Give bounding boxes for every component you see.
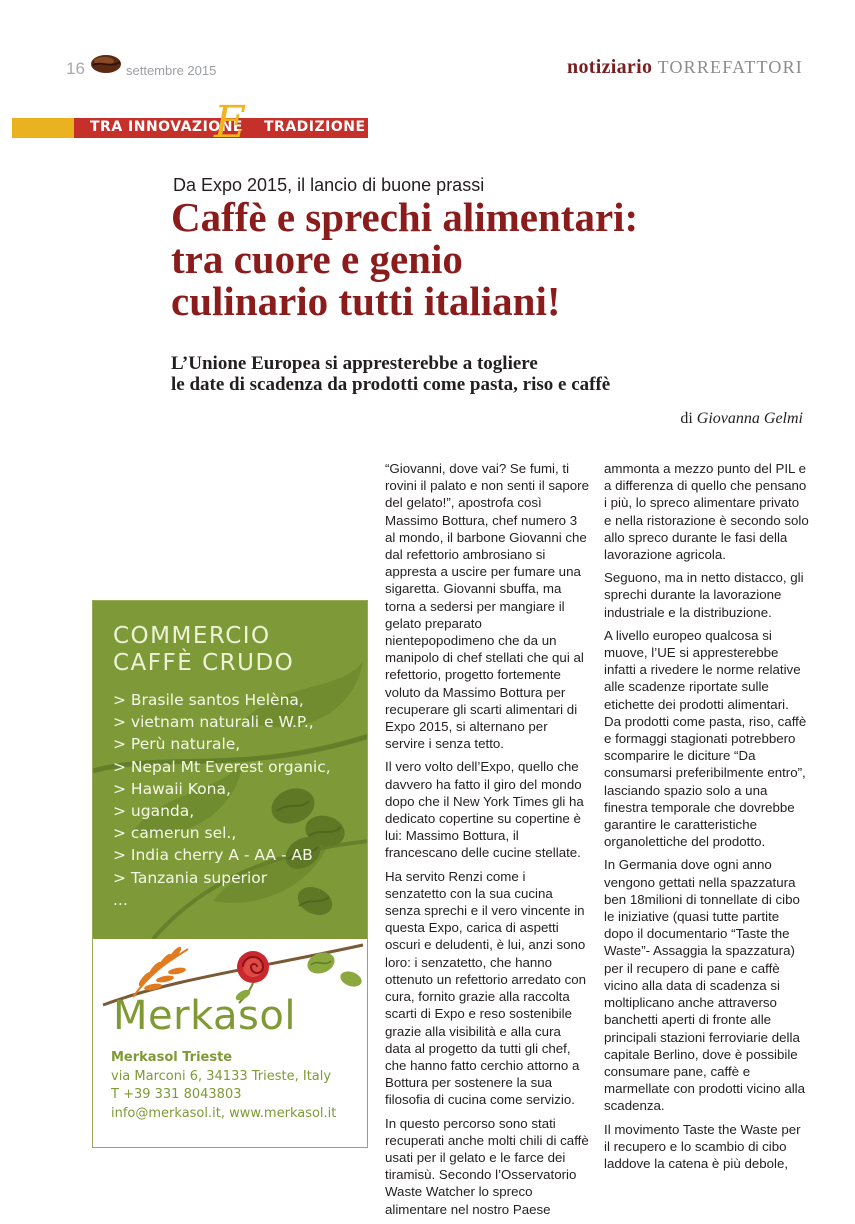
headline-line: culinario tutti italiani! (171, 278, 561, 324)
paragraph: In Germania dove ogni anno vengono gettati nella spazzatura ben 18milioni di tonnellate di cibo le iniziative (quasi tutte partite dopo il documentario “Taste the Waste”- Assaggia la spazzatura) per il recupero di pane e caffè vicino alla data di scadenza si moltiplicano anche attraverso banchetti aperti di fronte alle principali stazioni ferroviarie della capitale Berlino, dove è possibile consumare pane, caffè e marmellate con prodotti vicino alla scadenza. (604, 857, 806, 1114)
list-item: > uganda, (113, 802, 195, 821)
coffee-bean-icon (90, 52, 122, 74)
masthead-notiziario: notiziario (567, 56, 653, 78)
section-banner (12, 118, 368, 138)
article-subhead (171, 353, 811, 395)
ad-title-line: CAFFÈ CRUDO (113, 650, 295, 676)
ad-contacts (111, 1049, 336, 1123)
list-item: > India cherry A - AA - AB (113, 846, 313, 865)
paragraph: A livello europeo qualcosa si muove, l’UE si appresterebbe infatti a rivedere le norme relative alle scadenze riportate sulle etichette dei prodotti alimentari. Da prodotti come pasta, riso, caffè e formaggi stagionati potrebbero scomparire le diciture “Da consumarsi preferibilmente entro”, lasciando spazio solo a una finestra temporale che dovrebbe garantire le caratteristiche organolettiche del prodotto. (604, 627, 807, 850)
list-item: > Nepal Mt Everest organic, (113, 757, 331, 776)
headline-line: Caffè e sprechi alimentari: (171, 194, 639, 240)
list-item: ... (113, 890, 128, 909)
ad-green-panel (93, 601, 367, 939)
subhead-line: le date di scadenza da prodotti come pasta, riso e caffè (171, 374, 611, 395)
ad-title-line: COMMERCIO (113, 623, 271, 649)
list-item: > Hawaii Kona, (113, 779, 231, 798)
byline (680, 410, 803, 428)
list-item: > Tanzania superior (113, 868, 268, 887)
paragraph: In questo percorso sono stati recuperati anche molti chili di caffè usati per il gelato e le farce dei tiramisù. Secondo l’Osservatorio Waste Watcher lo spreco alimentare nel nostro Paese (385, 1115, 589, 1217)
article-column-2 (604, 460, 809, 1178)
paragraph: ammonta a mezzo punto del PIL e a differenza di quello che pensano i più, lo spreco alimentare privato e nella ristorazione è secondo solo allo spreco durante le fasi della lavorazione agricola. (604, 461, 809, 563)
masthead (567, 56, 803, 79)
paragraph: Il vero volto dell’Expo, quello che davvero ha fatto il giro del mondo dopo che il New York Times gli ha dedicato copertine su copertine è lui: Massimo Bottura, il francescano delle cucine stellate. (385, 759, 584, 861)
section-e-glyph: E (214, 97, 247, 148)
ad-organization: Merkasol Trieste (111, 1050, 233, 1065)
ad-white-panel (93, 939, 367, 1148)
author-name: Giovanna Gelmi (696, 410, 803, 427)
ad-brand-name: Merkasol (113, 993, 296, 1039)
ad-title (113, 623, 294, 677)
issue-date: settembre 2015 (126, 63, 217, 78)
paragraph: Seguono, ma in netto distacco, gli sprechi durante la lavorazione industriale e la distribuzione. (604, 570, 804, 620)
article-kicker: Da Expo 2015, il lancio di buone prassi (173, 175, 485, 195)
article-column-1 (385, 460, 590, 1224)
section-label-tradizione: TRADIZIONE (264, 119, 366, 135)
headline-line: tra cuore e genio (171, 236, 463, 282)
masthead-torrefattori: TORREFATTORI (657, 57, 803, 77)
ad-address: via Marconi 6, 34133 Trieste, Italy (111, 1068, 332, 1084)
byline-prefix: di (680, 410, 693, 427)
page-number: 16 (66, 59, 85, 78)
banner-accent (12, 118, 74, 138)
paragraph: “Giovanni, dove vai? Se fumi, ti rovini il palato e non senti il sapore del gelato!”, apostrofa così Massimo Bottura, chef numero 3 al mondo, il barbone Giovanni che dal refettorio ambrosiano si appresta a uscire per fumare una sigaretta. Giovanni sbuffa, ma torna a sedersi per mangiare il gelato preparato nientepopodimeno che da un manipolo di chef stellati che qui al refettorio, progetto fortemente voluto da Massimo Bottura per recuperare gli scarti alimentari di Expo 2015, si alternano per servire i senza tetto. (385, 461, 590, 752)
merkasol-advertisement (92, 600, 368, 1148)
paragraph: Il movimento Taste the Waste per il recupero e lo scambio di cibo laddove la catena è più debole, (604, 1121, 801, 1171)
subhead-line: L’Unione Europea si appresterebbe a togliere (171, 353, 538, 374)
list-item: > Perù naturale, (113, 735, 241, 754)
ad-web: info@merkasol.it, www.merkasol.it (111, 1105, 337, 1121)
list-item: > vietnam naturali e W.P., (113, 713, 314, 732)
section-label-innovazione: TRA INNOVAZIONE (90, 119, 243, 135)
article-headline (171, 196, 811, 322)
ad-phone: T +39 331 8043803 (111, 1087, 242, 1102)
ad-coffee-list (113, 689, 331, 911)
paragraph: Ha servito Renzi come i senzatetto con la sua cucina senza sprechi e il vero vincente in questa Expo, carica di aspetti oscuri e deludenti, è lui, anzi sono loro: i senzatetto, che hanno ottenuto un refettorio arredato con cura, fornito grazie alla raccolta scarti di Expo e reso sostenibile grazie alla visibilità e alla cura data al progetto da tutti gli chef, che hanno fatto cerchio attorno a Bottura per sostenere la sua filosofia di cucina come servizio. (385, 868, 587, 1108)
list-item: > camerun sel., (113, 824, 237, 843)
list-item: > Brasile santos Helèna, (113, 691, 304, 709)
